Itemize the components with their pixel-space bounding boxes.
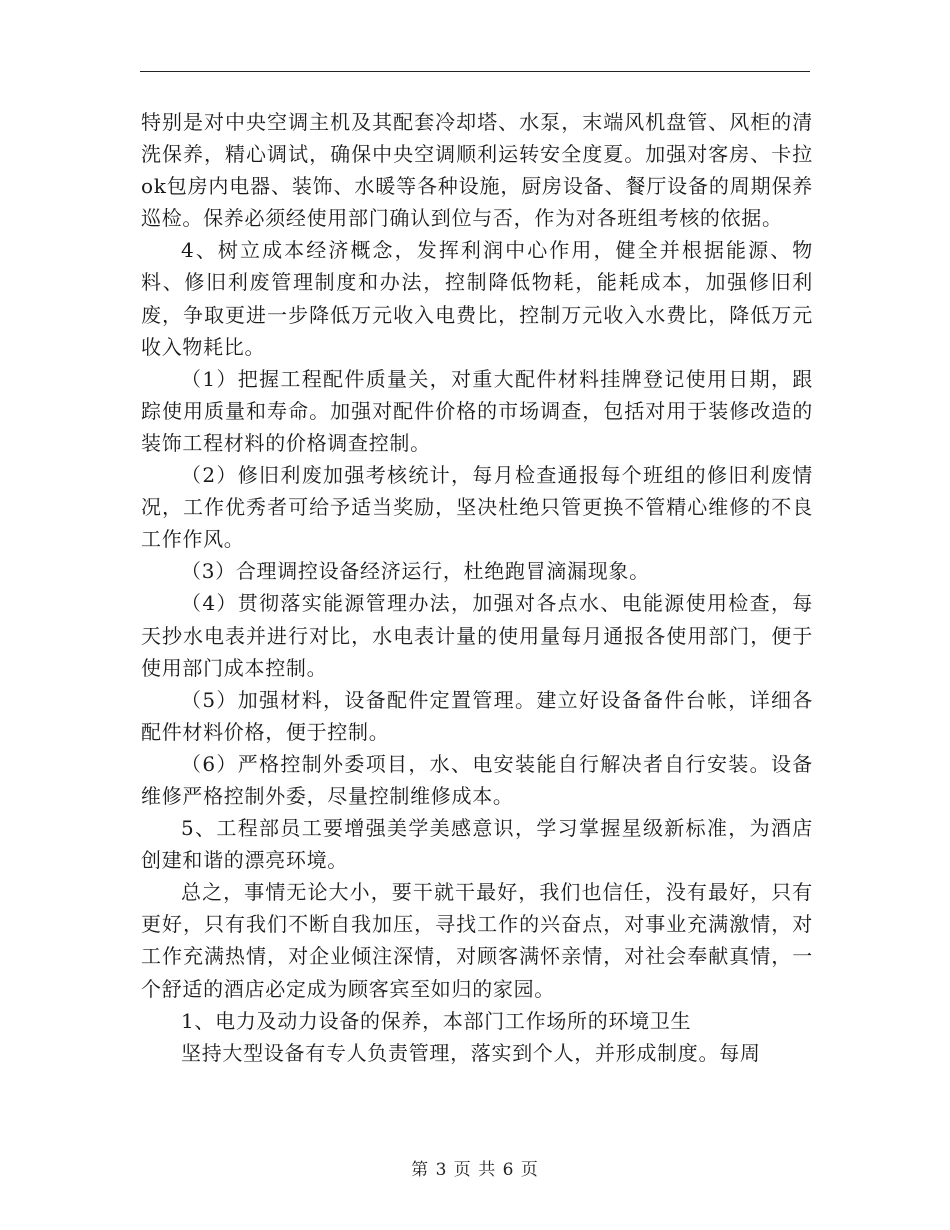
paragraph-subitem-2: （2）修旧利废加强考核统计，每月检查通报每个班组的修旧利废情况，工作优秀者可给予适当奖励，坚决杜绝只管更换不管精心维修的不良工作作风。 — [141, 463, 813, 552]
paragraph-subitem-1: （1）把握工程配件质量关，对重大配件材料挂牌登记使用日期，跟踪使用质量和寿命。加强对配件价格的市场调查，包括对用于装修改造的装饰工程材料的价格调查控制。 — [141, 366, 813, 455]
paragraph-item-4: 4、树立成本经济概念，发挥利润中心作用，健全并根据能源、物料、修旧利废管理制度和办法，控制降低物耗，能耗成本，加强修旧利废，争取更进一步降低万元收入电费比，控制万元收入水费比，降低万元收入物耗比。 — [141, 238, 813, 359]
paragraph-subitem-4: （4）贯彻落实能源管理办法，加强对各点水、电能源使用检查，每天抄水电表并进行对比，水电表计量的使用量每月通报各使用部门，便于使用部门成本控制。 — [141, 591, 813, 680]
header-rule — [140, 71, 810, 72]
page-number-footer: 第 3 页 共 6 页 — [411, 1160, 539, 1180]
paragraph-body-1: 坚持大型设备有专人负责管理，落实到个人，并形成制度。每周 — [181, 1040, 761, 1065]
paragraph-summary: 总之，事情无论大小，要干就干最好，我们也信任，没有最好，只有更好，只有我们不断自我加压，寻找工作的兴奋点，对事业充满激情，对工作充满热情，对企业倾注深情，对顾客满怀亲情，对社会奉献真情，一个舒适的酒店必定成为顾客宾至如归的家园。 — [141, 880, 813, 1001]
paragraph-heading-1: 1、电力及动力设备的保养，本部门工作场所的环境卫生 — [181, 1008, 692, 1033]
paragraph-subitem-5: （5）加强材料，设备配件定置管理。建立好设备备件台帐，详细各配件材料价格，便于控制。 — [141, 687, 813, 744]
paragraph-continuation: 特别是对中央空调主机及其配套冷却塔、水泵，末端风机盘管、风柜的清洗保养，精心调试，确保中央空调顺利运转安全度夏。加强对客房、卡拉ok包房内电器、装饰、水暖等各种设施，厨房设备、餐厅设备的周期保养巡检。保养必须经使用部门确认到位与否，作为对各班组考核的依据。 — [141, 110, 813, 231]
document-body — [141, 106, 813, 1069]
paragraph-subitem-3: （3）合理调控设备经济运行，杜绝跑冒滴漏现象。 — [181, 559, 650, 584]
paragraph-subitem-6: （6）严格控制外委项目，水、电安装能自行解决者自行安装。设备维修严格控制外委，尽量控制维修成本。 — [141, 751, 813, 808]
paragraph-item-5: 5、工程部员工要增强美学美感意识，学习掌握星级新标准，为酒店创建和谐的漂亮环境。 — [141, 816, 813, 873]
